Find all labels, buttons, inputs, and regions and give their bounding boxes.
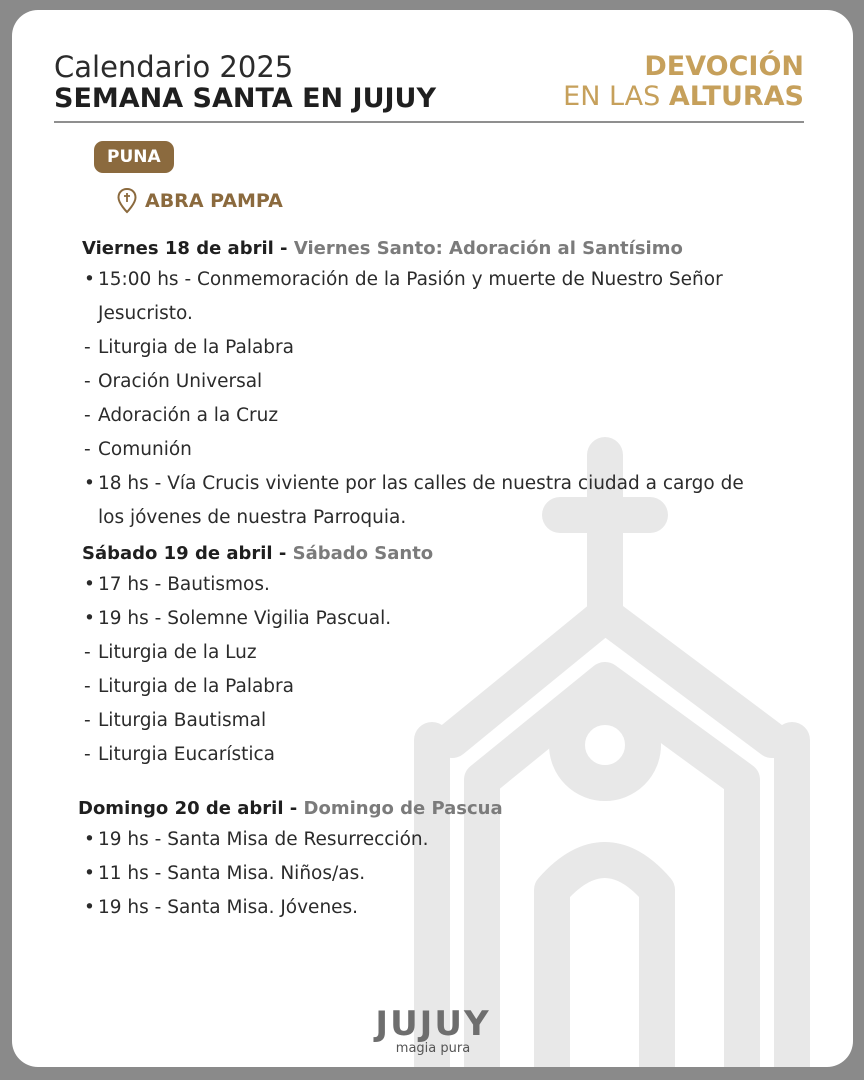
item-text: 18 hs - Vía Crucis viviente por las calles de nuestra ciudad a cargo de — [98, 473, 744, 494]
calendar-subtitle: SEMANA SANTA EN JUJUY — [54, 83, 437, 114]
day-section — [82, 238, 822, 535]
schedule — [78, 238, 822, 925]
day-date: Sábado 19 de abril - — [82, 543, 287, 564]
brand-line-1: DEVOCIÓN — [644, 51, 804, 82]
schedule-item — [82, 704, 822, 738]
schedule-item — [82, 823, 822, 857]
schedule-item — [82, 636, 822, 670]
item-bullet: • — [84, 863, 95, 884]
schedule-item — [82, 602, 822, 636]
brand-line-2 — [563, 82, 804, 112]
day-date: Viernes 18 de abril - — [82, 238, 288, 259]
item-bullet: - — [84, 371, 91, 392]
item-text: Liturgia de la Luz — [98, 642, 257, 663]
item-text: 19 hs - Santa Misa de Resurrección. — [98, 829, 429, 850]
schedule-item — [82, 331, 822, 365]
item-text: 19 hs - Solemne Vigilia Pascual. — [98, 608, 392, 629]
day-date: Domingo 20 de abril - — [78, 798, 298, 819]
location-pin-icon — [117, 188, 137, 214]
item-bullet: - — [84, 337, 91, 358]
item-bullet: • — [84, 574, 95, 595]
item-bullet: - — [84, 710, 91, 731]
location — [117, 188, 283, 214]
item-text: 15:00 hs - Conmemoración de la Pasión y muerte de Nuestro Señor — [98, 269, 723, 290]
day-section — [82, 543, 822, 772]
day-section — [78, 798, 822, 925]
item-bullet: - — [84, 439, 91, 460]
item-text: Jesucristo. — [98, 303, 193, 324]
item-text: 11 hs - Santa Misa. Niños/as. — [98, 863, 366, 884]
item-text: Comunión — [98, 439, 192, 460]
day-celebration: Sábado Santo — [292, 543, 434, 564]
item-text: Oración Universal — [98, 371, 263, 392]
day-celebration: Domingo de Pascua — [303, 798, 503, 819]
day-heading — [82, 238, 822, 259]
item-bullet: - — [84, 642, 91, 663]
item-text: Liturgia Eucarística — [98, 744, 276, 765]
brand-slogan — [563, 52, 804, 112]
logo-tagline: magia pura — [395, 1041, 471, 1056]
jujuy-logo — [368, 1006, 498, 1056]
item-bullet: • — [84, 269, 95, 290]
schedule-item — [82, 891, 822, 925]
item-bullet: • — [84, 897, 95, 918]
item-bullet: • — [84, 608, 95, 629]
schedule-item — [82, 467, 822, 535]
logo-wordmark: JUJUY — [375, 1004, 491, 1044]
schedule-item — [82, 857, 822, 891]
item-text: los jóvenes de nuestra Parroquia. — [98, 507, 407, 528]
schedule-item — [82, 568, 822, 602]
item-bullet: • — [84, 829, 95, 850]
calendar-card — [12, 10, 853, 1067]
item-text: 17 hs - Bautismos. — [98, 574, 270, 595]
brand-line-2-strong: ALTURAS — [668, 81, 804, 112]
region-badge: PUNA — [94, 141, 174, 173]
item-text: Liturgia de la Palabra — [98, 676, 294, 697]
item-bullet: • — [84, 473, 95, 494]
brand-line-2-prefix: EN LAS — [563, 81, 661, 112]
item-text: Liturgia Bautismal — [98, 710, 267, 731]
item-bullet: - — [84, 744, 91, 765]
item-text: Liturgia de la Palabra — [98, 337, 294, 358]
schedule-item — [82, 433, 822, 467]
item-bullet: - — [84, 676, 91, 697]
schedule-item — [82, 670, 822, 704]
day-heading — [78, 798, 822, 819]
schedule-item — [82, 399, 822, 433]
item-bullet: - — [84, 405, 91, 426]
calendar-title: Calendario 2025 — [54, 50, 294, 84]
header-divider — [54, 121, 804, 123]
day-celebration: Viernes Santo: Adoración al Santísimo — [293, 238, 683, 259]
item-text: 19 hs - Santa Misa. Jóvenes. — [98, 897, 359, 918]
location-name: ABRA PAMPA — [145, 190, 283, 212]
item-text: Adoración a la Cruz — [98, 405, 279, 426]
schedule-item — [82, 263, 822, 331]
schedule-item — [82, 365, 822, 399]
schedule-item — [82, 738, 822, 772]
day-heading — [82, 543, 822, 564]
